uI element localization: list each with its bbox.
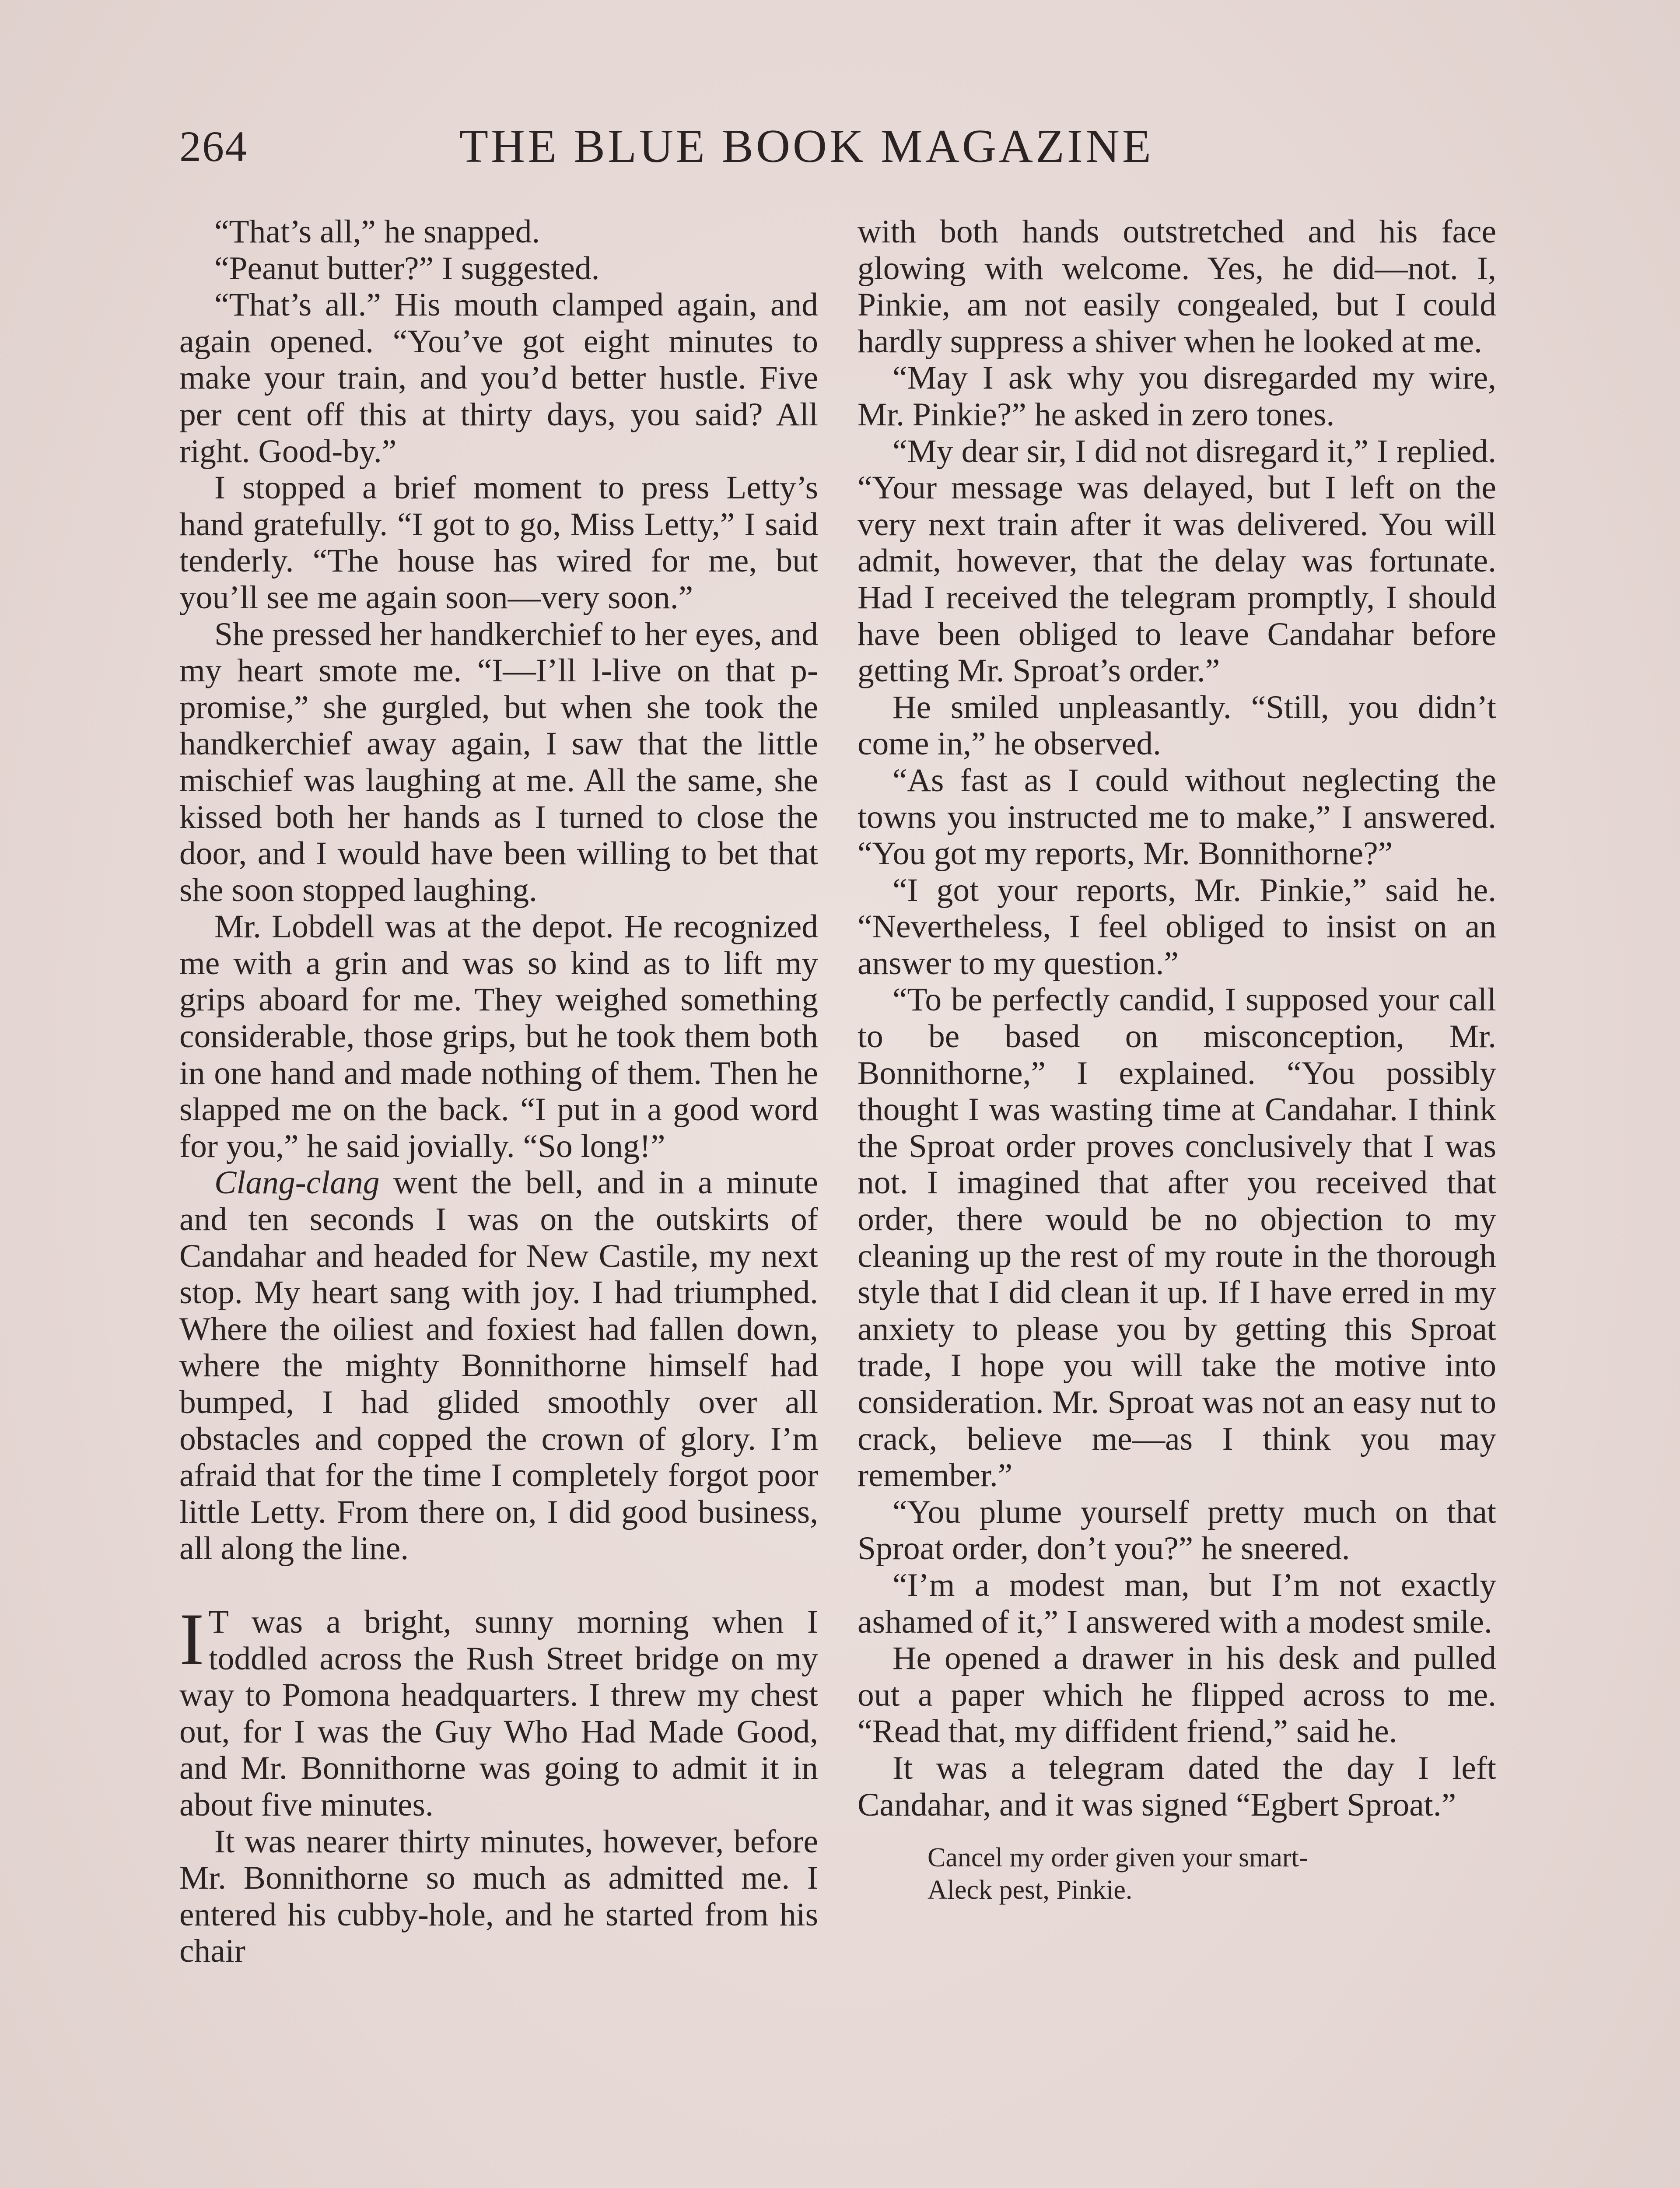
telegram-text xyxy=(858,1841,1496,1906)
paragraph: “Peanut butter?” I suggested. xyxy=(214,250,600,287)
paragraph: “I got your reports, Mr. Pinkie,” said he. “Nevertheless, I feel obliged to insist on an answer to my question.” xyxy=(858,872,1496,982)
paragraph: “That’s all.” His mouth clamped again, and again opened. “You’ve got eight minutes to make your train, and you’d better hustle. Five per cent off this at thirty days, you said? All right. Good-by.” xyxy=(179,287,818,470)
paragraph: Mr. Lobdell was at the depot. He recognized me with a grin and was so kind as to lift my grips aboard for me. They weighed something considerable, those grips, but he took them both in one hand and made nothing of them. Then he slapped me on the back. “I put in a good word for you,” he said jovially. “So long!” xyxy=(179,908,818,1164)
right-column xyxy=(858,214,1496,1906)
paragraph xyxy=(179,1164,818,1567)
italic-sound-word: Clang-clang xyxy=(214,1164,380,1201)
paragraph: “That’s all,” he snapped. xyxy=(214,214,540,250)
telegram-line: Aleck pest, Pinkie. xyxy=(928,1875,1133,1905)
magazine-title: THE BLUE BOOK MAGAZINE xyxy=(459,120,1154,172)
paragraph: “I’m a modest man, but I’m not exactly ashamed of it,” I answered with a modest smile. xyxy=(858,1567,1496,1640)
paragraph: He smiled unpleasantly. “Still, you didn’t come in,” he observed. xyxy=(858,689,1496,762)
paragraph: “To be perfectly candid, I supposed your call to be based on misconception, Mr. Bonnithorne,” I explained. “You possibly thought I was wasting time at Candahar. I think the Sproat order proves conclusively that I was not. I imagined that after you received that order, there would be no objection to my cleaning up the rest of my route in the thorough style that I did clean it up. If I have erred in my anxiety to please you by getting this Sproat trade, I hope you will take the motive into consideration. Mr. Sproat was not an easy nut to crack, believe me—as I think you may remember.” xyxy=(858,982,1496,1494)
paragraph: “My dear sir, I did not disregard it,” I replied. “Your message was delayed, but I left on the very next train after it was delivered. You will admit, however, that the delay was fortunate. Had I received the telegram promptly, I should have been obliged to leave Candahar before getting Mr. Sproat’s order.” xyxy=(858,433,1496,689)
left-column xyxy=(179,214,818,1970)
paragraph: “As fast as I could without neglecting the towns you instructed me to make,” I answered. “You got my reports, Mr. Bonnithorne?” xyxy=(858,762,1496,872)
drop-cap: I xyxy=(179,1598,204,1680)
page-header xyxy=(179,118,1496,175)
page-number: 264 xyxy=(179,122,248,171)
paragraph: It was nearer thirty minutes, however, before Mr. Bonnithorne so much as admitted me. I entered his cubby-hole, and he started from his chair xyxy=(179,1823,818,1970)
paragraph-text: went the bell, and in a minute and ten seconds I was on the outskirts of Candahar and headed for New Castile, my next stop. My heart sang with joy. I had triumphed. Where the oiliest and foxiest had fallen down, where the mighty Bonnithorne himself had bumped, I had glided smoothly over all obstacles and copped the crown of glory. I’m afraid that for the time I completely forgot poor little Letty. From there on, I did good business, all along the line. xyxy=(179,1164,818,1567)
paragraph: I stopped a brief moment to press Letty’s hand gratefully. “I got to go, Miss Letty,” I said tenderly. “The house has wired for me, but you’ll see me again soon—very soon.” xyxy=(179,470,818,616)
paragraph-text: T was a bright, sunny morning when I toddled across the Rush Street bridge on my way to Pomona headquarters. I threw my chest out, for I was the Guy Who Had Made Good, and Mr. Bonnithorne was going to admit it in about five minutes. xyxy=(179,1603,818,1823)
paragraph: He opened a drawer in his desk and pulled out a paper which he flipped across to me. “Read that, my diffident friend,” said he. xyxy=(858,1640,1496,1750)
paragraph: It was a telegram dated the day I left Candahar, and it was signed “Egbert Sproat.” xyxy=(858,1750,1496,1823)
paragraph: “You plume yourself pretty much on that Sproat order, don’t you?” he sneered. xyxy=(858,1494,1496,1567)
telegram-line: Cancel my order given your smart- xyxy=(928,1843,1308,1873)
paragraph: She pressed her handkerchief to her eyes, and my heart smote me. “I—I’ll l-live on that p-promise,” she gurgled, but when she took the handkerchief away again, I saw that the little mischief was laughing at me. All the same, she kissed both her hands as I turned to close the door, and I would have been willing to bet that she soon stopped laughing. xyxy=(179,616,818,908)
paragraph: “May I ask why you disregarded my wire, Mr. Pinkie?” he asked in zero tones. xyxy=(858,360,1496,433)
section-opening-paragraph xyxy=(179,1598,818,1823)
paragraph: with both hands outstretched and his face glowing with welcome. Yes, he did—not. I, Pinkie, am not easily congealed, but I could hardly suppress a shiver when he looked at me. xyxy=(858,214,1496,360)
